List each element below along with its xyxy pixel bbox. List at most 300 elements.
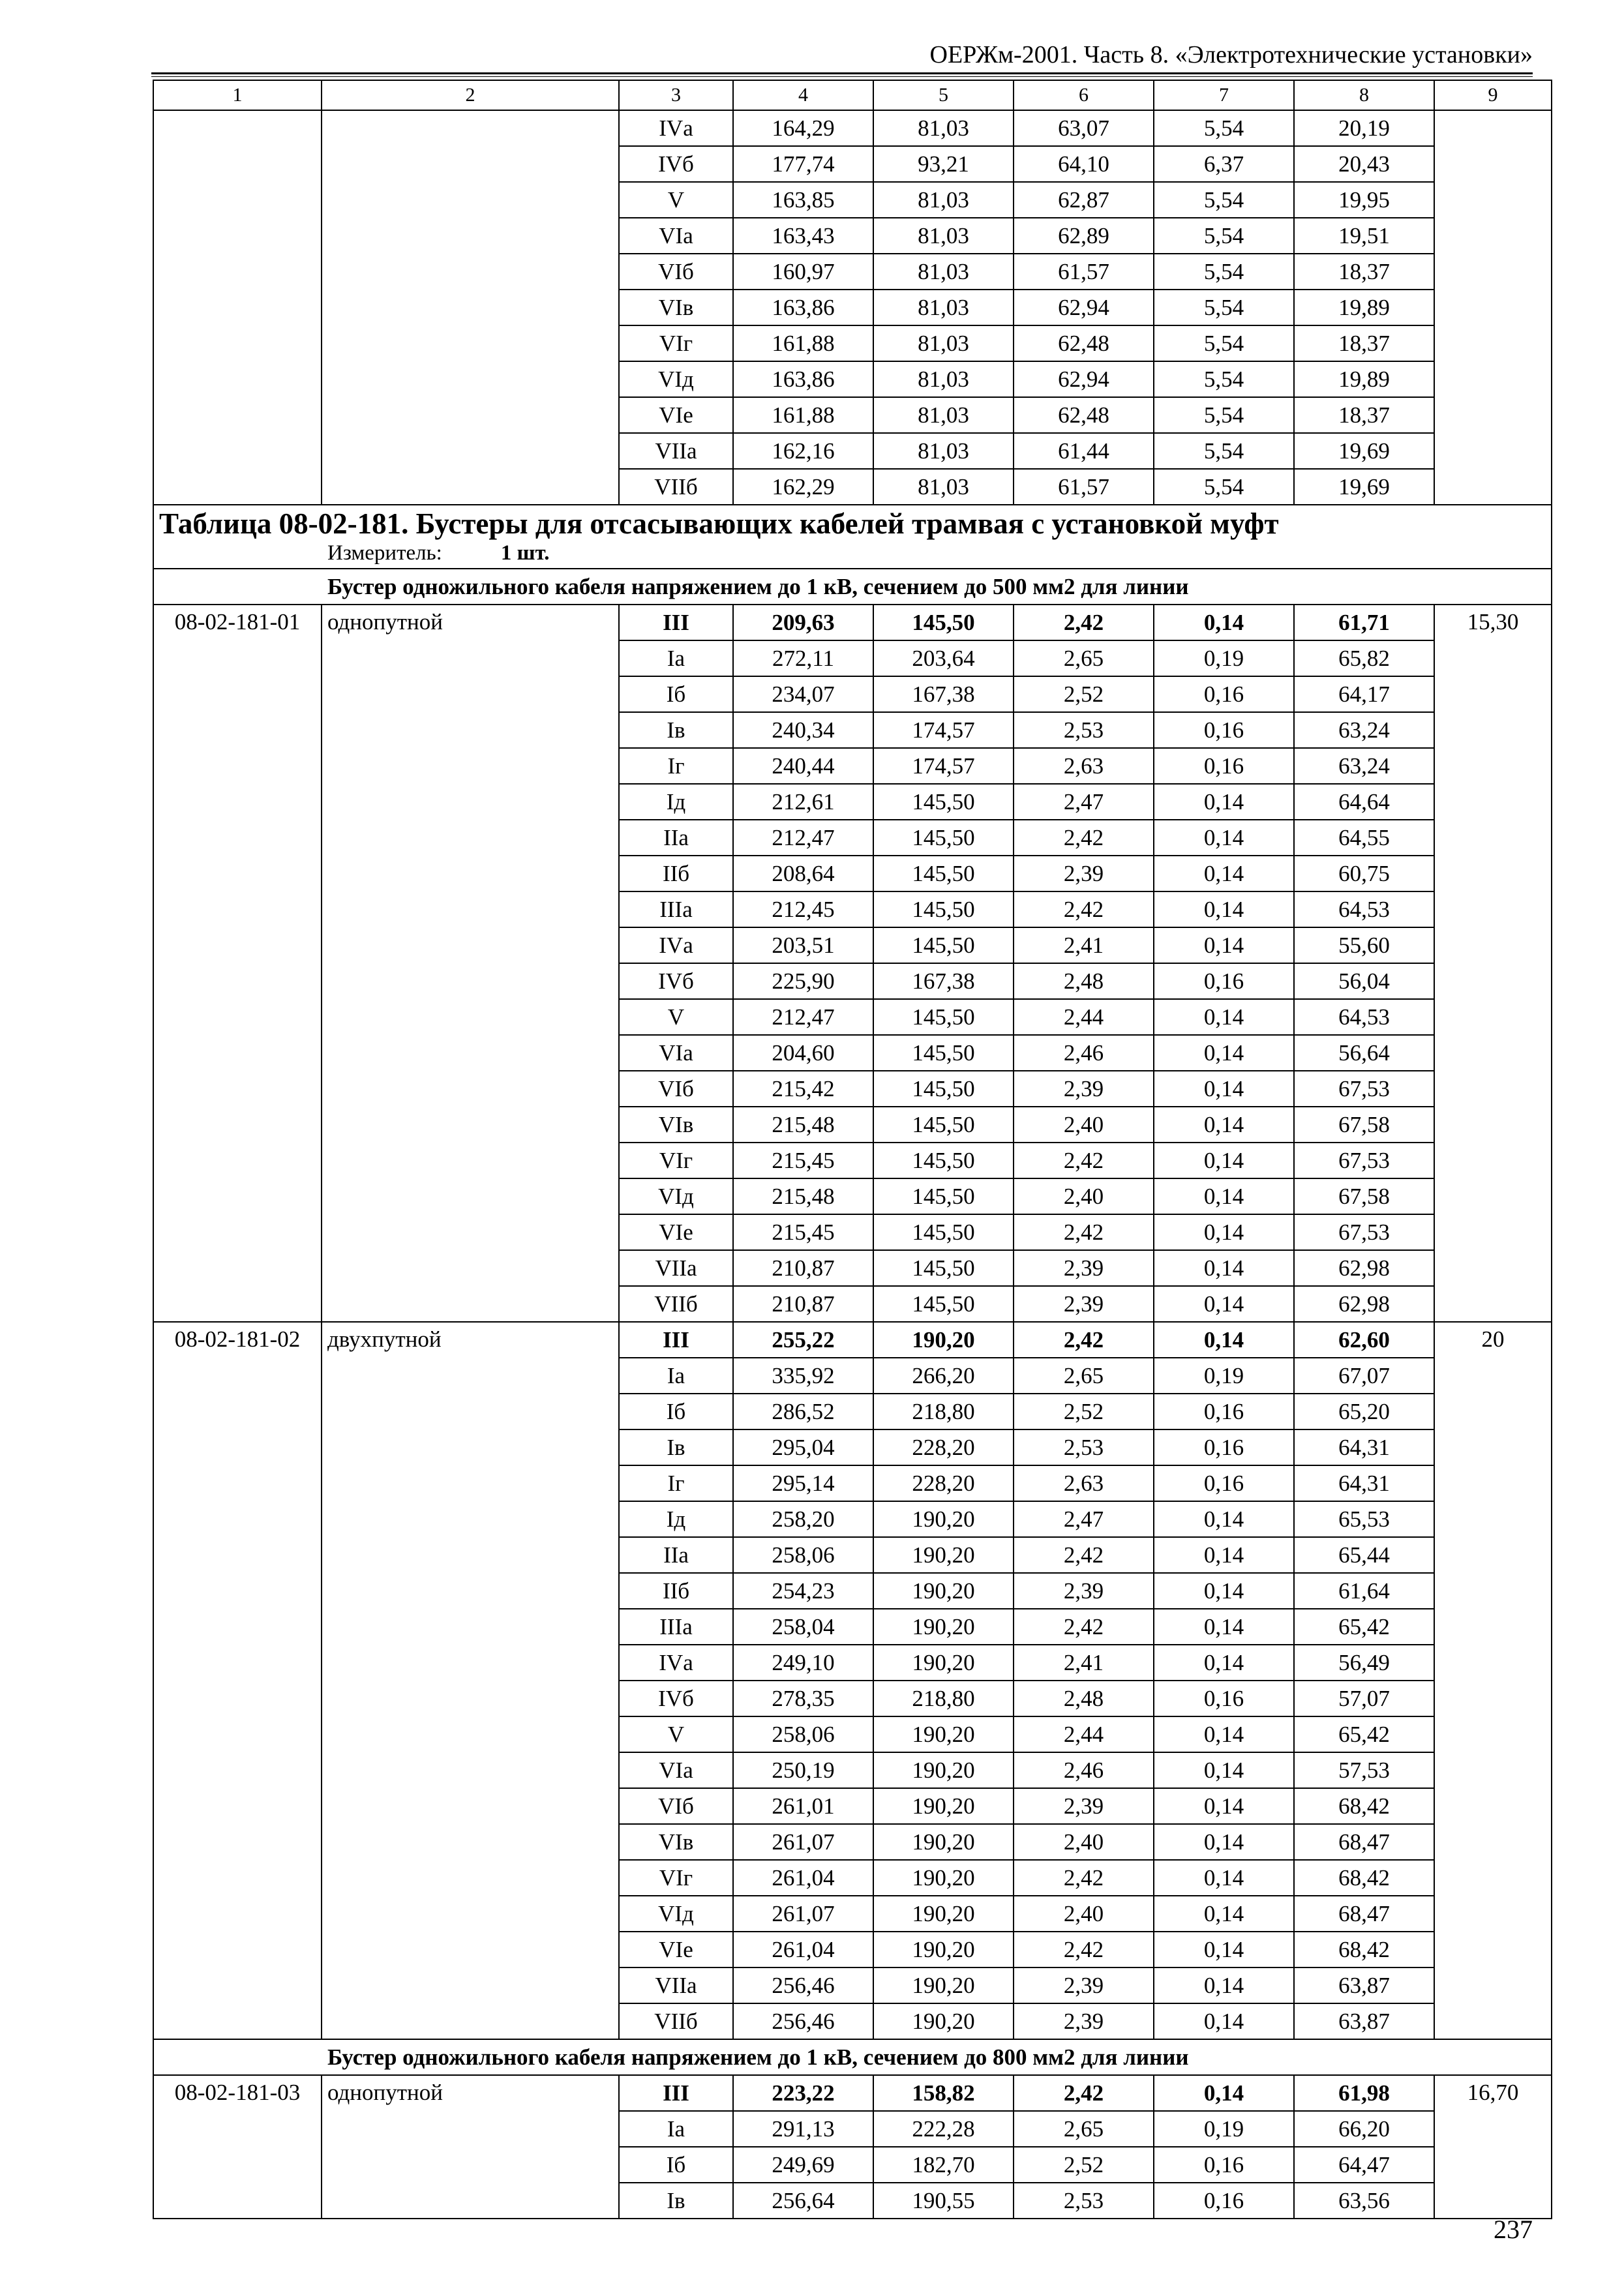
value-cell: 0,19 [1154, 640, 1294, 676]
value-cell: VIIа [619, 1967, 733, 2003]
value-cell: 81,03 [873, 325, 1014, 361]
value-cell: 258,06 [733, 1716, 873, 1752]
value-cell: III [619, 1322, 733, 1358]
value-cell: VIа [619, 1752, 733, 1788]
value-cell: 19,95 [1294, 182, 1434, 218]
table-row [153, 218, 1552, 254]
value-cell: 5,54 [1154, 218, 1294, 254]
value-cell: 0,16 [1154, 2147, 1294, 2183]
code-cell [153, 254, 322, 290]
value-cell: 240,44 [733, 748, 873, 784]
value-cell: 67,07 [1294, 1358, 1434, 1394]
value-cell: 204,60 [733, 1035, 873, 1071]
value-cell: 67,53 [1294, 1071, 1434, 1107]
value-cell: 0,14 [1154, 1788, 1294, 1824]
value-cell: 2,46 [1014, 1035, 1154, 1071]
value-cell: Iд [619, 784, 733, 820]
value-cell: 0,14 [1154, 999, 1294, 1035]
column-number: 1 [153, 80, 322, 110]
value-cell: 62,48 [1014, 325, 1154, 361]
value-cell: 0,16 [1154, 1465, 1294, 1501]
header-rule [151, 72, 1533, 74]
value-cell: 250,19 [733, 1752, 873, 1788]
value-cell: 64,31 [1294, 1429, 1434, 1465]
value-cell: 60,75 [1294, 856, 1434, 891]
name-cell [322, 182, 619, 218]
value-cell: 2,65 [1014, 640, 1154, 676]
table-row [153, 290, 1552, 325]
value-cell: 68,47 [1294, 1896, 1434, 1932]
value-cell: Iв [619, 2183, 733, 2219]
value-cell: 64,47 [1294, 2147, 1434, 2183]
value-cell: 2,42 [1014, 1214, 1154, 1250]
value-cell: 212,61 [733, 784, 873, 820]
value-cell: 19,89 [1294, 361, 1434, 397]
code-cell: 08-02-181-03 [153, 2075, 322, 2219]
value-cell: 5,54 [1154, 361, 1294, 397]
meter-unit: 1 шт. [500, 541, 550, 565]
value-cell: 81,03 [873, 110, 1014, 146]
name-cell [322, 146, 619, 182]
value-cell: 63,24 [1294, 712, 1434, 748]
value-cell: IVб [619, 146, 733, 182]
table-row [153, 325, 1552, 361]
value-cell: Iа [619, 2111, 733, 2147]
value-cell: 0,14 [1154, 1214, 1294, 1250]
value-cell: 2,41 [1014, 927, 1154, 963]
value-cell: 223,22 [733, 2075, 873, 2111]
value-cell: 0,16 [1154, 1429, 1294, 1465]
value-cell: 218,80 [873, 1681, 1014, 1716]
value-cell: 65,42 [1294, 1609, 1434, 1645]
value-cell: 218,80 [873, 1394, 1014, 1429]
value-cell: VIIб [619, 1286, 733, 1322]
value-cell: 203,64 [873, 640, 1014, 676]
value-cell: 2,63 [1014, 748, 1154, 784]
value-cell: 20,43 [1294, 146, 1434, 182]
value-cell: 19,69 [1294, 469, 1434, 505]
value-cell: 0,14 [1154, 1609, 1294, 1645]
value-cell: 2,42 [1014, 1932, 1154, 1967]
value-cell: VIг [619, 1860, 733, 1896]
value-cell: 2,42 [1014, 1860, 1154, 1896]
value-cell: V [619, 999, 733, 1035]
value-cell: 158,82 [873, 2075, 1014, 2111]
value-cell: 256,46 [733, 2003, 873, 2039]
extra-cell [1434, 325, 1552, 361]
value-cell: 225,90 [733, 963, 873, 999]
section-subheader-row [153, 569, 1552, 605]
value-cell: 62,98 [1294, 1250, 1434, 1286]
value-cell: 18,37 [1294, 397, 1434, 433]
name-cell [322, 361, 619, 397]
value-cell: 0,14 [1154, 2075, 1294, 2111]
value-cell: VIв [619, 1824, 733, 1860]
value-cell: 203,51 [733, 927, 873, 963]
value-cell: 215,48 [733, 1178, 873, 1214]
value-cell: 2,42 [1014, 2075, 1154, 2111]
value-cell: 65,53 [1294, 1501, 1434, 1537]
value-cell: 81,03 [873, 182, 1014, 218]
value-cell: 2,42 [1014, 820, 1154, 856]
name-cell [322, 290, 619, 325]
value-cell: 190,20 [873, 1537, 1014, 1573]
value-cell: VIд [619, 361, 733, 397]
extra-cell [1434, 361, 1552, 397]
column-number: 8 [1294, 80, 1434, 110]
value-cell: IVа [619, 110, 733, 146]
value-cell: 62,94 [1014, 290, 1154, 325]
value-cell: 209,63 [733, 605, 873, 640]
value-cell: 2,63 [1014, 1465, 1154, 1501]
value-cell: 61,57 [1014, 469, 1154, 505]
value-cell: 64,53 [1294, 999, 1434, 1035]
value-cell: 190,20 [873, 1609, 1014, 1645]
name-cell [322, 433, 619, 469]
value-cell: 0,14 [1154, 1967, 1294, 2003]
code-cell [153, 182, 322, 218]
value-cell: IIб [619, 1573, 733, 1609]
price-table [153, 80, 1552, 2219]
value-cell: 0,14 [1154, 1752, 1294, 1788]
value-cell: 258,20 [733, 1501, 873, 1537]
value-cell: 2,44 [1014, 1716, 1154, 1752]
extra-cell [1434, 218, 1552, 254]
value-cell: 174,57 [873, 712, 1014, 748]
value-cell: 57,53 [1294, 1752, 1434, 1788]
name-cell [322, 110, 619, 146]
value-cell: VIе [619, 1932, 733, 1967]
value-cell: 2,41 [1014, 1645, 1154, 1681]
value-cell: 5,54 [1154, 254, 1294, 290]
value-cell: 255,22 [733, 1322, 873, 1358]
code-cell [153, 325, 322, 361]
value-cell: 0,16 [1154, 1394, 1294, 1429]
value-cell: VIе [619, 1214, 733, 1250]
value-cell: 68,47 [1294, 1824, 1434, 1860]
value-cell: 63,24 [1294, 748, 1434, 784]
value-cell: Iг [619, 748, 733, 784]
value-cell: 2,39 [1014, 2003, 1154, 2039]
name-cell [322, 469, 619, 505]
value-cell: 0,16 [1154, 963, 1294, 999]
column-number: 7 [1154, 80, 1294, 110]
value-cell: 145,50 [873, 1107, 1014, 1143]
value-cell: 228,20 [873, 1465, 1014, 1501]
value-cell: 162,16 [733, 433, 873, 469]
table-title-row [153, 505, 1552, 569]
page-number: 237 [1494, 2215, 1533, 2244]
value-cell: 160,97 [733, 254, 873, 290]
value-cell: 0,14 [1154, 1537, 1294, 1573]
extra-cell [1434, 469, 1552, 505]
value-cell: 161,88 [733, 325, 873, 361]
value-cell: VIIа [619, 1250, 733, 1286]
value-cell: 18,37 [1294, 254, 1434, 290]
value-cell: 145,50 [873, 605, 1014, 640]
code-cell [153, 361, 322, 397]
value-cell: 5,54 [1154, 290, 1294, 325]
running-header: ОЕРЖм-2001. Часть 8. «Электротехнические установки» [929, 41, 1533, 68]
table-row [153, 110, 1552, 146]
value-cell: 57,07 [1294, 1681, 1434, 1716]
value-cell: VIг [619, 1143, 733, 1178]
value-cell: VIIб [619, 2003, 733, 2039]
code-cell: 08-02-181-01 [153, 605, 322, 1322]
value-cell: 0,14 [1154, 1250, 1294, 1286]
table-row [153, 397, 1552, 433]
value-cell: Iв [619, 1429, 733, 1465]
value-cell: 215,42 [733, 1071, 873, 1107]
value-cell: 145,50 [873, 1178, 1014, 1214]
value-cell: IVа [619, 927, 733, 963]
value-cell: 65,44 [1294, 1537, 1434, 1573]
value-cell: V [619, 1716, 733, 1752]
value-cell: 145,50 [873, 927, 1014, 963]
value-cell: 2,39 [1014, 1788, 1154, 1824]
value-cell: 190,20 [873, 1860, 1014, 1896]
value-cell: VIв [619, 1107, 733, 1143]
code-cell [153, 110, 322, 146]
value-cell: 2,42 [1014, 1143, 1154, 1178]
value-cell: 234,07 [733, 676, 873, 712]
value-cell: 2,40 [1014, 1107, 1154, 1143]
value-cell: 0,14 [1154, 1501, 1294, 1537]
value-cell: 62,48 [1014, 397, 1154, 433]
value-cell: 64,31 [1294, 1465, 1434, 1501]
value-cell: 0,16 [1154, 712, 1294, 748]
value-cell: 215,45 [733, 1143, 873, 1178]
table-row [153, 254, 1552, 290]
value-cell: 81,03 [873, 254, 1014, 290]
value-cell: 266,20 [873, 1358, 1014, 1394]
table-row [153, 361, 1552, 397]
value-cell: VIб [619, 254, 733, 290]
value-cell: 19,69 [1294, 433, 1434, 469]
value-cell: 256,46 [733, 1967, 873, 2003]
value-cell: VIIб [619, 469, 733, 505]
value-cell: 261,01 [733, 1788, 873, 1824]
value-cell: 190,20 [873, 1824, 1014, 1860]
value-cell: 0,19 [1154, 2111, 1294, 2147]
value-cell: 0,14 [1154, 1824, 1294, 1860]
value-cell: 162,29 [733, 469, 873, 505]
value-cell: 81,03 [873, 433, 1014, 469]
value-cell: 2,39 [1014, 1250, 1154, 1286]
value-cell: 65,42 [1294, 1716, 1434, 1752]
value-cell: 2,42 [1014, 1537, 1154, 1573]
table-row [153, 182, 1552, 218]
section-subheader: Бустер одножильного кабеля напряжением до 1 кВ, сечением до 500 мм2 для линии [153, 569, 1552, 605]
value-cell: 68,42 [1294, 1860, 1434, 1896]
value-cell: 261,04 [733, 1932, 873, 1967]
value-cell: 66,20 [1294, 2111, 1434, 2147]
value-cell: 258,06 [733, 1537, 873, 1573]
column-number-row [153, 80, 1552, 110]
value-cell: V [619, 182, 733, 218]
value-cell: 2,65 [1014, 1358, 1154, 1394]
value-cell: 174,57 [873, 748, 1014, 784]
value-cell: 63,87 [1294, 2003, 1434, 2039]
value-cell: 335,92 [733, 1358, 873, 1394]
value-cell: 64,10 [1014, 146, 1154, 182]
code-cell [153, 290, 322, 325]
code-cell [153, 469, 322, 505]
value-cell: 182,70 [873, 2147, 1014, 2183]
value-cell: 5,54 [1154, 110, 1294, 146]
value-cell: 81,03 [873, 290, 1014, 325]
value-cell: 190,20 [873, 1788, 1014, 1824]
value-cell: 62,89 [1014, 218, 1154, 254]
meter-line [159, 539, 1546, 568]
value-cell: Iб [619, 676, 733, 712]
value-cell: IVа [619, 1645, 733, 1681]
value-cell: 5,54 [1154, 182, 1294, 218]
value-cell: 0,14 [1154, 1716, 1294, 1752]
value-cell: 64,53 [1294, 891, 1434, 927]
value-cell: 62,87 [1014, 182, 1154, 218]
name-cell [322, 397, 619, 433]
value-cell: 0,16 [1154, 1681, 1294, 1716]
header-rule-thin [151, 76, 1533, 77]
value-cell: VIб [619, 1788, 733, 1824]
value-cell: IIIа [619, 1609, 733, 1645]
extra-cell [1434, 290, 1552, 325]
value-cell: 61,98 [1294, 2075, 1434, 2111]
value-cell: 64,17 [1294, 676, 1434, 712]
value-cell: 145,50 [873, 784, 1014, 820]
value-cell: 65,82 [1294, 640, 1434, 676]
value-cell: 62,60 [1294, 1322, 1434, 1358]
value-cell: 2,52 [1014, 2147, 1154, 2183]
value-cell: 295,14 [733, 1465, 873, 1501]
value-cell: VIб [619, 1071, 733, 1107]
value-cell: 2,39 [1014, 1071, 1154, 1107]
value-cell: 145,50 [873, 1143, 1014, 1178]
value-cell: 0,14 [1154, 1932, 1294, 1967]
value-cell: 212,45 [733, 891, 873, 927]
code-cell: 08-02-181-02 [153, 1322, 322, 2039]
value-cell: 177,74 [733, 146, 873, 182]
value-cell: 2,39 [1014, 1286, 1154, 1322]
value-cell: 2,65 [1014, 2111, 1154, 2147]
value-cell: VIг [619, 325, 733, 361]
value-cell: 0,14 [1154, 927, 1294, 963]
value-cell: 210,87 [733, 1286, 873, 1322]
value-cell: 261,04 [733, 1860, 873, 1896]
code-cell [153, 433, 322, 469]
value-cell: 0,14 [1154, 2003, 1294, 2039]
value-cell: 2,47 [1014, 1501, 1154, 1537]
value-cell: 254,23 [733, 1573, 873, 1609]
value-cell: 0,19 [1154, 1358, 1294, 1394]
code-cell [153, 397, 322, 433]
value-cell: 261,07 [733, 1896, 873, 1932]
table-row [153, 2075, 1552, 2111]
value-cell: 2,40 [1014, 1178, 1154, 1214]
value-cell: 190,20 [873, 1645, 1014, 1681]
value-cell: 210,87 [733, 1250, 873, 1286]
value-cell: 190,20 [873, 1501, 1014, 1537]
value-cell: 163,43 [733, 218, 873, 254]
name-cell: однопутной [322, 2075, 619, 2219]
value-cell: 56,64 [1294, 1035, 1434, 1071]
value-cell: 0,14 [1154, 891, 1294, 927]
value-cell: Iд [619, 1501, 733, 1537]
value-cell: 63,56 [1294, 2183, 1434, 2219]
value-cell: 145,50 [873, 1286, 1014, 1322]
value-cell: 240,34 [733, 712, 873, 748]
value-cell: 190,20 [873, 1896, 1014, 1932]
value-cell: 2,52 [1014, 676, 1154, 712]
value-cell: III [619, 2075, 733, 2111]
value-cell: 68,42 [1294, 1788, 1434, 1824]
value-cell: 278,35 [733, 1681, 873, 1716]
value-cell: 0,14 [1154, 1896, 1294, 1932]
name-cell [322, 254, 619, 290]
value-cell: Iв [619, 712, 733, 748]
value-cell: 2,48 [1014, 1681, 1154, 1716]
value-cell: 190,20 [873, 1573, 1014, 1609]
value-cell: 0,16 [1154, 676, 1294, 712]
column-number: 4 [733, 80, 873, 110]
value-cell: 190,20 [873, 1932, 1014, 1967]
table-row [153, 605, 1552, 640]
value-cell: 61,57 [1014, 254, 1154, 290]
value-cell: 145,50 [873, 1250, 1014, 1286]
value-cell: 167,38 [873, 676, 1014, 712]
value-cell: 0,14 [1154, 605, 1294, 640]
name-cell: однопутной [322, 605, 619, 1322]
value-cell: 291,13 [733, 2111, 873, 2147]
value-cell: VIд [619, 1178, 733, 1214]
code-cell [153, 146, 322, 182]
extra-cell [1434, 110, 1552, 146]
value-cell: 163,86 [733, 290, 873, 325]
section-subheader: Бустер одножильного кабеля напряжением до 1 кВ, сечением до 800 мм2 для линии [153, 2039, 1552, 2075]
value-cell: 228,20 [873, 1429, 1014, 1465]
value-cell: 0,14 [1154, 1322, 1294, 1358]
value-cell: 2,42 [1014, 1322, 1154, 1358]
value-cell: 63,07 [1014, 110, 1154, 146]
value-cell: 5,54 [1154, 469, 1294, 505]
value-cell: 145,50 [873, 1214, 1014, 1250]
value-cell: 81,03 [873, 218, 1014, 254]
value-cell: 0,14 [1154, 1573, 1294, 1609]
value-cell: 2,39 [1014, 856, 1154, 891]
value-cell: 18,37 [1294, 325, 1434, 361]
value-cell: 0,14 [1154, 1645, 1294, 1681]
value-cell: 2,52 [1014, 1394, 1154, 1429]
column-number: 9 [1434, 80, 1552, 110]
value-cell: IIб [619, 856, 733, 891]
value-cell: 256,64 [733, 2183, 873, 2219]
value-cell: IIа [619, 1537, 733, 1573]
value-cell: Iб [619, 2147, 733, 2183]
value-cell: 56,04 [1294, 963, 1434, 999]
value-cell: 163,86 [733, 361, 873, 397]
value-cell: 20,19 [1294, 110, 1434, 146]
value-cell: 0,14 [1154, 1035, 1294, 1071]
value-cell: 62,98 [1294, 1286, 1434, 1322]
meter-label: Измеритель: [327, 541, 442, 565]
value-cell: Iа [619, 1358, 733, 1394]
table-title-cell [153, 505, 1552, 569]
value-cell: 62,94 [1014, 361, 1154, 397]
value-cell: 2,53 [1014, 712, 1154, 748]
value-cell: 261,07 [733, 1824, 873, 1860]
extra-cell [1434, 182, 1552, 218]
